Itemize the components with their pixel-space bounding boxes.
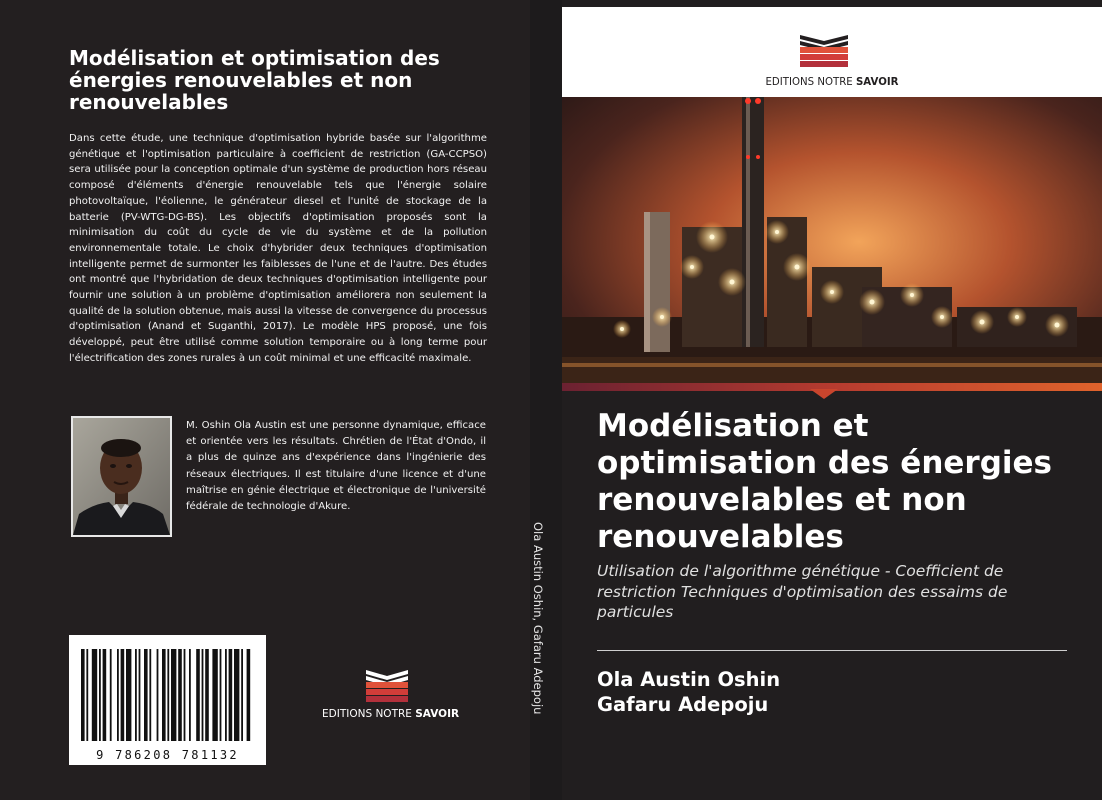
back-cover-title: Modélisation et optimisation des énergies renouvelables et non renouvelables <box>69 46 440 114</box>
author-biography: M. Oshin Ola Austin est une personne dynamique, efficace et orientée vers les résultats. Chrétien de l'État d'Ondo, il a plus de quinze ans d'expérience dans l'ingénierie des réseaux électriques. Il est titulaire d'une licence et d'une maîtrise en génie électrique et électronique de l'université fédérale de technologie d'Akure. <box>186 420 486 513</box>
front-cover <box>562 0 1102 800</box>
barcode-bar <box>184 649 186 741</box>
accent-notch <box>810 389 838 399</box>
publisher-book-icon <box>362 664 412 704</box>
front-publisher-name-light: EDITIONS NOTRE <box>765 77 856 88</box>
author-photo <box>71 416 172 537</box>
barcode-bar <box>92 649 97 741</box>
barcode-bar <box>99 649 101 741</box>
back-publisher-logo <box>322 660 460 720</box>
barcode-bar <box>162 649 166 741</box>
author-portrait-image <box>73 418 170 535</box>
barcode-bar <box>189 649 191 741</box>
barcode-bar <box>139 649 141 741</box>
cover-photo-power-plant <box>562 67 1102 385</box>
barcode-bar <box>121 649 125 741</box>
barcode-bar <box>212 649 217 741</box>
author-name: Gafaru Adepoju <box>597 693 769 716</box>
barcode-bar <box>110 649 112 741</box>
front-publisher-name <box>562 77 1102 88</box>
author-name: Ola Austin Oshin <box>597 668 781 691</box>
barcode-bar <box>205 649 209 741</box>
barcode-bar <box>202 649 204 741</box>
back-cover <box>0 0 530 800</box>
back-cover-summary: Dans cette étude, une technique d'optimisation hybride basée sur l'algorithme génétique et l'optimisation particulaire à coefficient de restriction (GA-CCPSO) sera utilisée pour la conception optimale d'un système de production hors réseau composé d'éléments d'énergie renouvelable tels que l'énergie solaire photovoltaïque, l'éolienne, le générateur diesel et l'unité de stockage de la batterie (PV-WTG-DG-BS). Les objectifs d'optimisation proposés sont la minimisation du coût du cycle de vie du système et de la pollution environnementale totale. Le choix d'hybrider deux techniques d'optimisation intelligente permet de surmonter les faiblesses de l'une et de l'autre. Des études ont montré que l'hybridation de deux techniques d'optimisation intelligente pour fournir une solution à un problème d'optimisation améliorera non seulement la qualité de la solution obtenue, mais aussi la vitesse de convergence du processus d'optimisation (Anand et Suganthi, 2017). Le modèle HPS proposé, une fois développé, peut être utilisé comme solution temporaire ou à long terme pour l'électrification des zones rurales à un coût minimal et une efficacité maximale. <box>69 133 487 364</box>
barcode-bar <box>241 649 243 741</box>
barcode-bar <box>149 649 151 741</box>
front-cover-authors <box>597 667 780 717</box>
barcode-bar <box>144 649 148 741</box>
front-publisher-name-bold: SAVOIR <box>855 77 899 88</box>
barcode-bar <box>167 649 169 741</box>
barcode-bar <box>103 649 107 741</box>
barcode-bar <box>220 649 222 741</box>
isbn-barcode <box>69 635 266 765</box>
spine-authors: Ola Austin Oshin, Gafaru Adepoju <box>531 522 545 715</box>
barcode-bar <box>196 649 200 741</box>
book-spine <box>530 0 562 800</box>
industrial-night-illustration <box>562 67 1102 385</box>
divider-line <box>597 650 1067 651</box>
barcode-bar <box>247 649 251 741</box>
front-cover-subtitle: Utilisation de l'algorithme génétique - Coefficient de restriction Techniques d'optimisation des essaims de particules <box>597 562 1008 621</box>
back-publisher-name <box>322 708 460 720</box>
barcode-bar <box>86 649 88 741</box>
barcode-bar <box>171 649 176 741</box>
front-publisher-book-icon <box>798 32 850 68</box>
publisher-name-light: EDITIONS NOTRE <box>322 708 416 720</box>
barcode-bar <box>117 649 119 741</box>
barcode-bar <box>229 649 233 741</box>
isbn-number: 9 786208 781132 <box>96 748 239 762</box>
publisher-name-bold: SAVOIR <box>415 708 460 720</box>
barcode-bar <box>157 649 159 741</box>
barcode-bar <box>178 649 182 741</box>
barcode-bar <box>81 649 85 741</box>
barcode-bars <box>69 635 266 747</box>
barcode-bar <box>135 649 137 741</box>
barcode-bar <box>126 649 131 741</box>
barcode-bar <box>225 649 227 741</box>
front-cover-title: Modélisation et optimisation des énergies renouvelables et non renouvelables <box>597 408 1052 555</box>
barcode-bar <box>234 649 239 741</box>
